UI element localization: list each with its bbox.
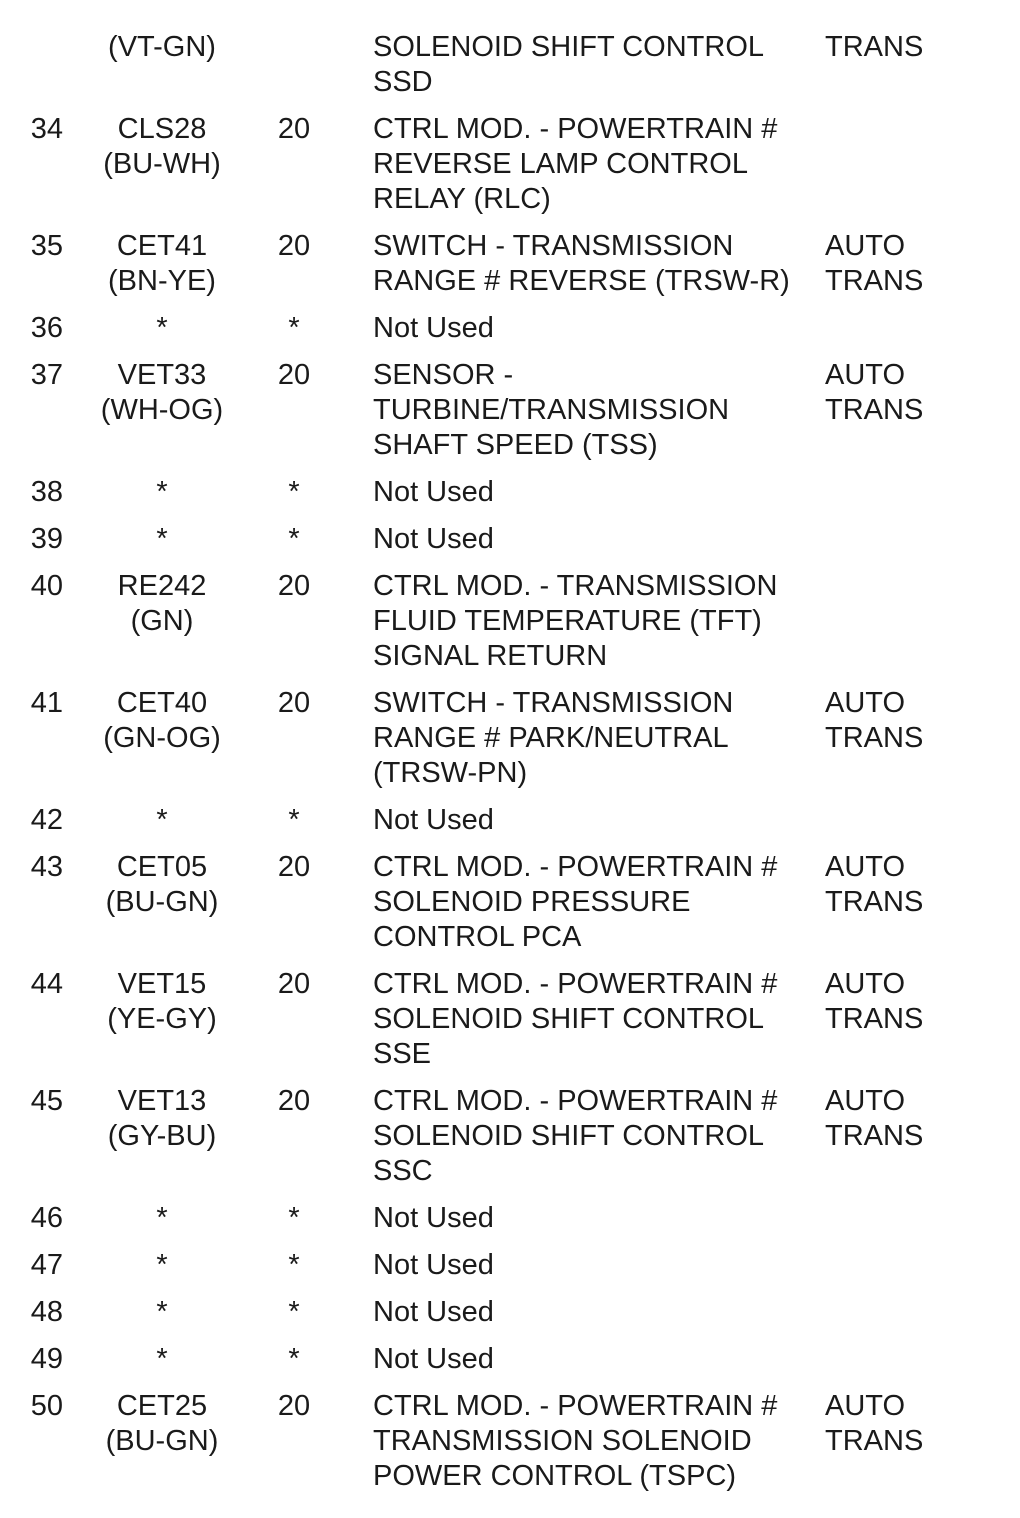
pin-number: 48 [30,1296,63,1328]
table-row [0,475,1020,510]
pin-number: 42 [30,804,63,836]
circuit-description: SENSOR - TURBINE/TRANSMISSION SHAFT SPEED (TSS) [373,359,730,461]
circuit-description: Not Used [373,804,494,836]
circuit-description: SWITCH - TRANSMISSION RANGE # REVERSE (TRSW-R) [373,230,790,297]
circuit-description: CTRL MOD. - POWERTRAIN # SOLENOID PRESSURE CONTROL PCA [373,851,778,953]
table-row [0,1295,1020,1330]
wire-gauge: 20 [277,359,311,391]
circuit-code: CET25 (BU-GN) [105,1390,219,1457]
circuit-description: SWITCH - TRANSMISSION RANGE # PARK/NEUTRAL (TRSW-PN) [373,687,734,789]
pin-number: 45 [30,1085,63,1117]
wire-gauge: * [288,1343,300,1375]
circuit-code: CET40 (GN-OG) [103,687,221,754]
circuit-code: RE242 (GN) [117,570,207,637]
circuit-code: * [156,1296,168,1328]
circuit-code: * [156,1202,168,1234]
pin-number: 49 [30,1343,63,1375]
circuit-option: AUTO TRANS [825,1390,924,1457]
circuit-option: AUTO TRANS [825,1085,924,1152]
table-row [0,112,1020,217]
circuit-code: CET41 (BN-YE) [108,230,216,297]
wire-gauge: 20 [277,570,311,602]
circuit-code: CLS28 (BU-WH) [103,113,221,180]
wire-gauge: * [288,804,300,836]
circuit-option: TRANS [825,31,924,63]
circuit-description: Not Used [373,1343,494,1375]
pin-number: 47 [30,1249,63,1281]
circuit-option: AUTO TRANS [825,851,924,918]
pin-number: 46 [30,1202,63,1234]
circuit-code: CET05 (BU-GN) [105,851,219,918]
wire-gauge: * [288,1202,300,1234]
pin-number: 38 [30,476,63,508]
circuit-option: AUTO TRANS [825,359,924,426]
circuit-code: * [156,476,168,508]
table-row [0,850,1020,955]
circuit-description: Not Used [373,476,494,508]
pin-number: 37 [30,359,63,391]
circuit-code: * [156,804,168,836]
wire-gauge: * [288,1249,300,1281]
pin-number: 39 [30,523,63,555]
table-row [0,1342,1020,1377]
circuit-description: Not Used [373,1249,494,1281]
pin-number: 50 [30,1390,63,1422]
wire-gauge: * [288,1296,300,1328]
wire-gauge: 20 [277,230,311,262]
pin-number: 36 [30,312,63,344]
wire-gauge: 20 [277,968,311,1000]
pin-number: 43 [30,851,63,883]
circuit-description: Not Used [373,1202,494,1234]
circuit-description: CTRL MOD. - POWERTRAIN # SOLENOID SHIFT CONTROL SSC [373,1085,778,1187]
table-row [0,686,1020,791]
circuit-code: * [156,1249,168,1281]
wire-gauge: 20 [277,1390,311,1422]
table-row [0,1248,1020,1283]
circuit-code: VET13 (GY-BU) [107,1085,217,1152]
table-row [0,1084,1020,1189]
table-row [0,967,1020,1072]
circuit-description: Not Used [373,312,494,344]
circuit-code: * [156,523,168,555]
table-row [0,311,1020,346]
wire-gauge: * [288,523,300,555]
wire-gauge: * [288,476,300,508]
table-row [0,1201,1020,1236]
circuit-code: VET15 (YE-GY) [107,968,217,1035]
circuit-code: (VT-GN) [108,31,216,63]
circuit-description: CTRL MOD. - TRANSMISSION FLUID TEMPERATURE (TFT) SIGNAL RETURN [373,570,778,672]
table-row [0,803,1020,838]
table-row [0,1389,1020,1494]
pin-number: 40 [30,570,63,602]
circuit-description: CTRL MOD. - POWERTRAIN # TRANSMISSION SOLENOID POWER CONTROL (TSPC) [373,1390,778,1492]
wire-gauge: 20 [277,113,311,145]
table-row [0,522,1020,557]
circuit-option: AUTO TRANS [825,687,924,754]
pin-number: 41 [30,687,63,719]
pin-number: 44 [30,968,63,1000]
connector-pinout-table [0,30,1020,1506]
table-row [0,569,1020,674]
circuit-code: * [156,312,168,344]
table-row [0,229,1020,299]
wire-gauge: 20 [277,687,311,719]
table-row [0,30,1020,100]
wire-gauge: 20 [277,851,311,883]
wire-gauge: 20 [277,1085,311,1117]
circuit-description: Not Used [373,523,494,555]
wire-gauge: * [288,312,300,344]
pin-number: 34 [30,113,63,145]
pin-number: 35 [30,230,63,262]
circuit-description: Not Used [373,1296,494,1328]
circuit-option: AUTO TRANS [825,968,924,1035]
circuit-code: VET33 (WH-OG) [100,359,224,426]
circuit-option: AUTO TRANS [825,230,924,297]
circuit-description: CTRL MOD. - POWERTRAIN # SOLENOID SHIFT CONTROL SSE [373,968,778,1070]
circuit-description: SOLENOID SHIFT CONTROL SSD [373,31,765,98]
circuit-description: CTRL MOD. - POWERTRAIN # REVERSE LAMP CONTROL RELAY (RLC) [373,113,778,215]
circuit-code: * [156,1343,168,1375]
table-row [0,358,1020,463]
